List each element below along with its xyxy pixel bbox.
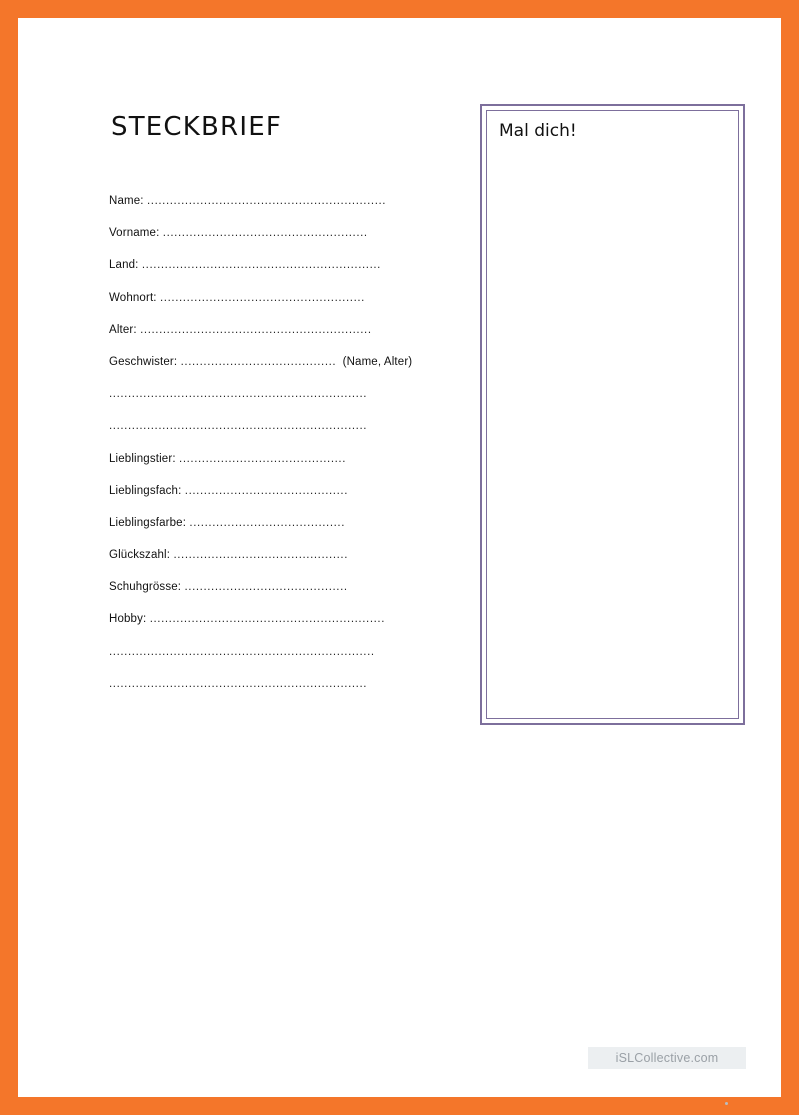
field-label: Geschwister: xyxy=(109,355,178,368)
field-dots: ...................................................... xyxy=(162,227,368,240)
fields-list xyxy=(109,194,469,709)
field-dots: ...................................................................... xyxy=(109,645,375,658)
field-row[interactable] xyxy=(109,226,469,240)
field-label: Vorname: xyxy=(109,227,160,240)
field-label: Land: xyxy=(109,259,139,272)
field-row[interactable] xyxy=(109,516,469,530)
field-dots: ............................................................. xyxy=(140,323,372,336)
field-row[interactable] xyxy=(109,387,469,401)
field-row[interactable] xyxy=(109,291,469,305)
field-suffix: (Name, Alter) xyxy=(342,355,413,368)
field-row[interactable] xyxy=(109,194,469,208)
field-row[interactable] xyxy=(109,677,469,691)
field-dots: .............................................................. xyxy=(149,613,385,626)
field-row[interactable] xyxy=(109,452,469,466)
field-dots: ........................................... xyxy=(184,484,348,497)
field-dots: ............................................................... xyxy=(141,259,381,272)
field-row[interactable] xyxy=(109,548,469,562)
field-row[interactable] xyxy=(109,419,469,433)
field-dots: .................................................................... xyxy=(109,388,368,401)
watermark xyxy=(588,1047,746,1069)
watermark-prefix: i xyxy=(615,1051,619,1065)
field-label: Alter: xyxy=(109,323,137,336)
field-label: Lieblingsfach: xyxy=(109,484,182,497)
field-dots: .............................................. xyxy=(173,549,349,562)
drawing-box-label: Mal dich! xyxy=(499,121,577,141)
field-row[interactable] xyxy=(109,484,469,498)
field-dots: .................................................................... xyxy=(109,420,368,433)
watermark-suffix: SLCollective.com xyxy=(618,1051,719,1065)
field-label: Name: xyxy=(109,195,144,207)
drawing-box[interactable] xyxy=(480,104,745,725)
field-dots: ............................................ xyxy=(179,452,347,465)
field-row[interactable] xyxy=(109,258,469,272)
field-dots: ........................................... xyxy=(184,581,348,594)
field-row[interactable] xyxy=(109,323,469,337)
field-label: Hobby: xyxy=(109,613,147,626)
worksheet-sheet xyxy=(18,18,781,1097)
field-dots: ......................................... xyxy=(189,516,346,529)
field-row[interactable] xyxy=(109,355,469,369)
field-dots: .................................................................... xyxy=(109,677,368,690)
field-dots: ............................................................... xyxy=(146,195,387,207)
field-dots: ......................................... xyxy=(180,355,337,368)
watermark-text xyxy=(616,1051,719,1065)
field-row[interactable] xyxy=(109,580,469,594)
field-dots: ...................................................... xyxy=(160,291,365,304)
field-label: Lieblingsfarbe: xyxy=(109,516,187,529)
field-label: Wohnort: xyxy=(109,291,157,304)
drawing-area[interactable] xyxy=(486,110,739,719)
field-row[interactable] xyxy=(109,612,469,626)
field-row[interactable] xyxy=(109,645,469,659)
field-label: Glückszahl: xyxy=(109,549,171,562)
field-label: Schuhgrösse: xyxy=(109,581,182,594)
field-label: Lieblingstier: xyxy=(109,452,176,465)
corner-dot xyxy=(725,1102,728,1105)
page-title: STECKBRIEF xyxy=(111,112,282,142)
